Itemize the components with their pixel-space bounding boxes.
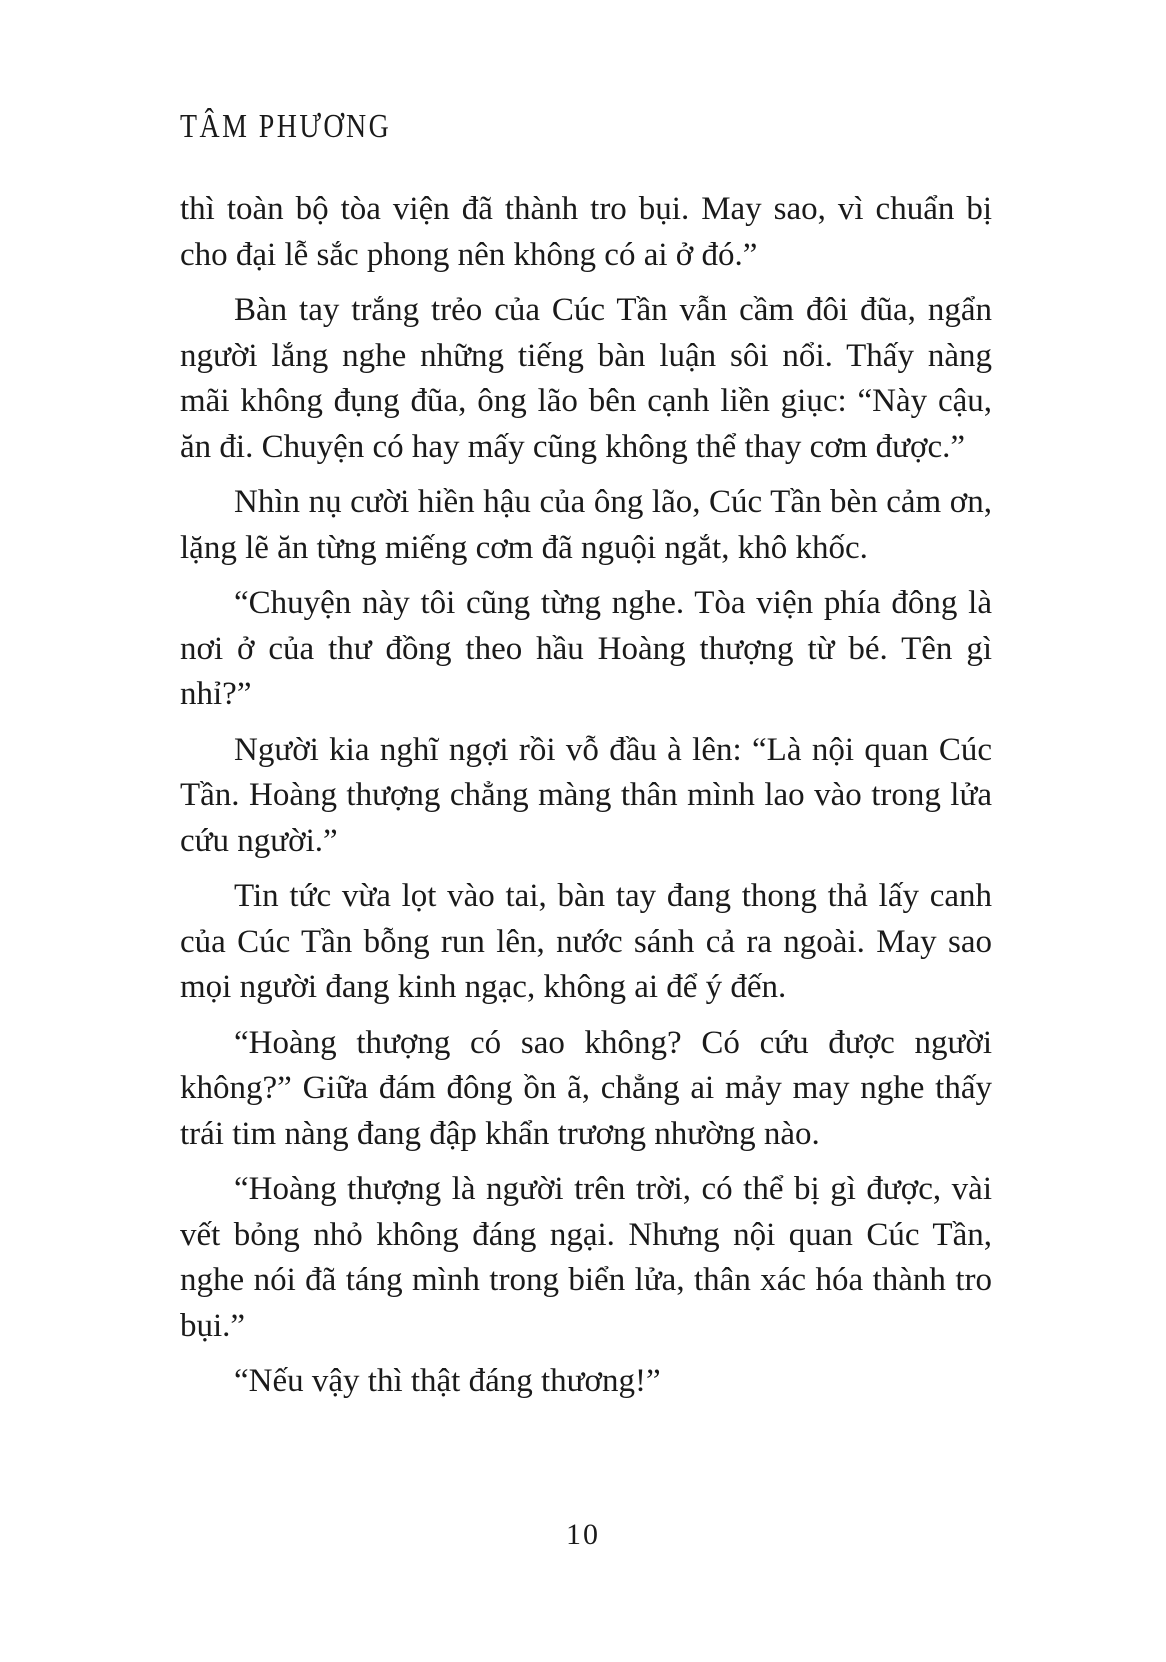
- paragraph: Người kia nghĩ ngợi rồi vỗ đầu à lên: “Là nội quan Cúc Tần. Hoàng thượng chẳng màng thân mình lao vào trong lửa cứu người.”: [180, 731, 992, 859]
- paragraph: Tin tức vừa lọt vào tai, bàn tay đang thong thả lấy canh của Cúc Tần bỗng run lên, nước sánh cả ra ngoài. May sao mọi người đang kinh ngạc, không ai để ý đến.: [180, 878, 992, 1005]
- paragraph: Nhìn nụ cười hiền hậu của ông lão, Cúc Tần bèn cảm ơn, lặng lẽ ăn từng miếng cơm đã nguội ngắt, khô khốc.: [180, 484, 992, 566]
- paragraph: “Nếu vậy thì thật đáng thương!”: [234, 1363, 661, 1399]
- running-head: TÂM PHƯƠNG: [180, 108, 392, 145]
- paragraph: thì toàn bộ tòa viện đã thành tro bụi. May sao, vì chuẩn bị cho đại lễ sắc phong nên không có ai ở đó.”: [180, 191, 992, 273]
- body-text: [180, 187, 992, 1415]
- paragraph: “Hoàng thượng có sao không? Có cứu được người không?” Giữa đám đông ồn ã, chẳng ai mảy may nghe thấy trái tim nàng đang đập khẩn trương nhường nào.: [180, 1024, 992, 1152]
- paragraph: “Hoàng thượng là người trên trời, có thể bị gì được, vài vết bỏng nhỏ không đáng ngại. Nhưng nội quan Cúc Tần, nghe nói đã táng mình trong biển lửa, thân xác hóa thành tro bụi.”: [180, 1171, 992, 1344]
- paragraph: “Chuyện này tôi cũng từng nghe. Tòa viện phía đông là nơi ở của thư đồng theo hầu Hoàng thượng từ bé. Tên gì nhỉ?”: [180, 585, 992, 712]
- page-number: 10: [566, 1518, 600, 1551]
- paragraph: Bàn tay trắng trẻo của Cúc Tần vẫn cầm đôi đũa, ngẩn người lắng nghe những tiếng bàn luận sôi nổi. Thấy nàng mãi không đụng đũa, ông lão bên cạnh liền giục: “Này cậu, ăn đi. Chuyện có hay mấy cũng không thể thay cơm được.”: [180, 292, 992, 465]
